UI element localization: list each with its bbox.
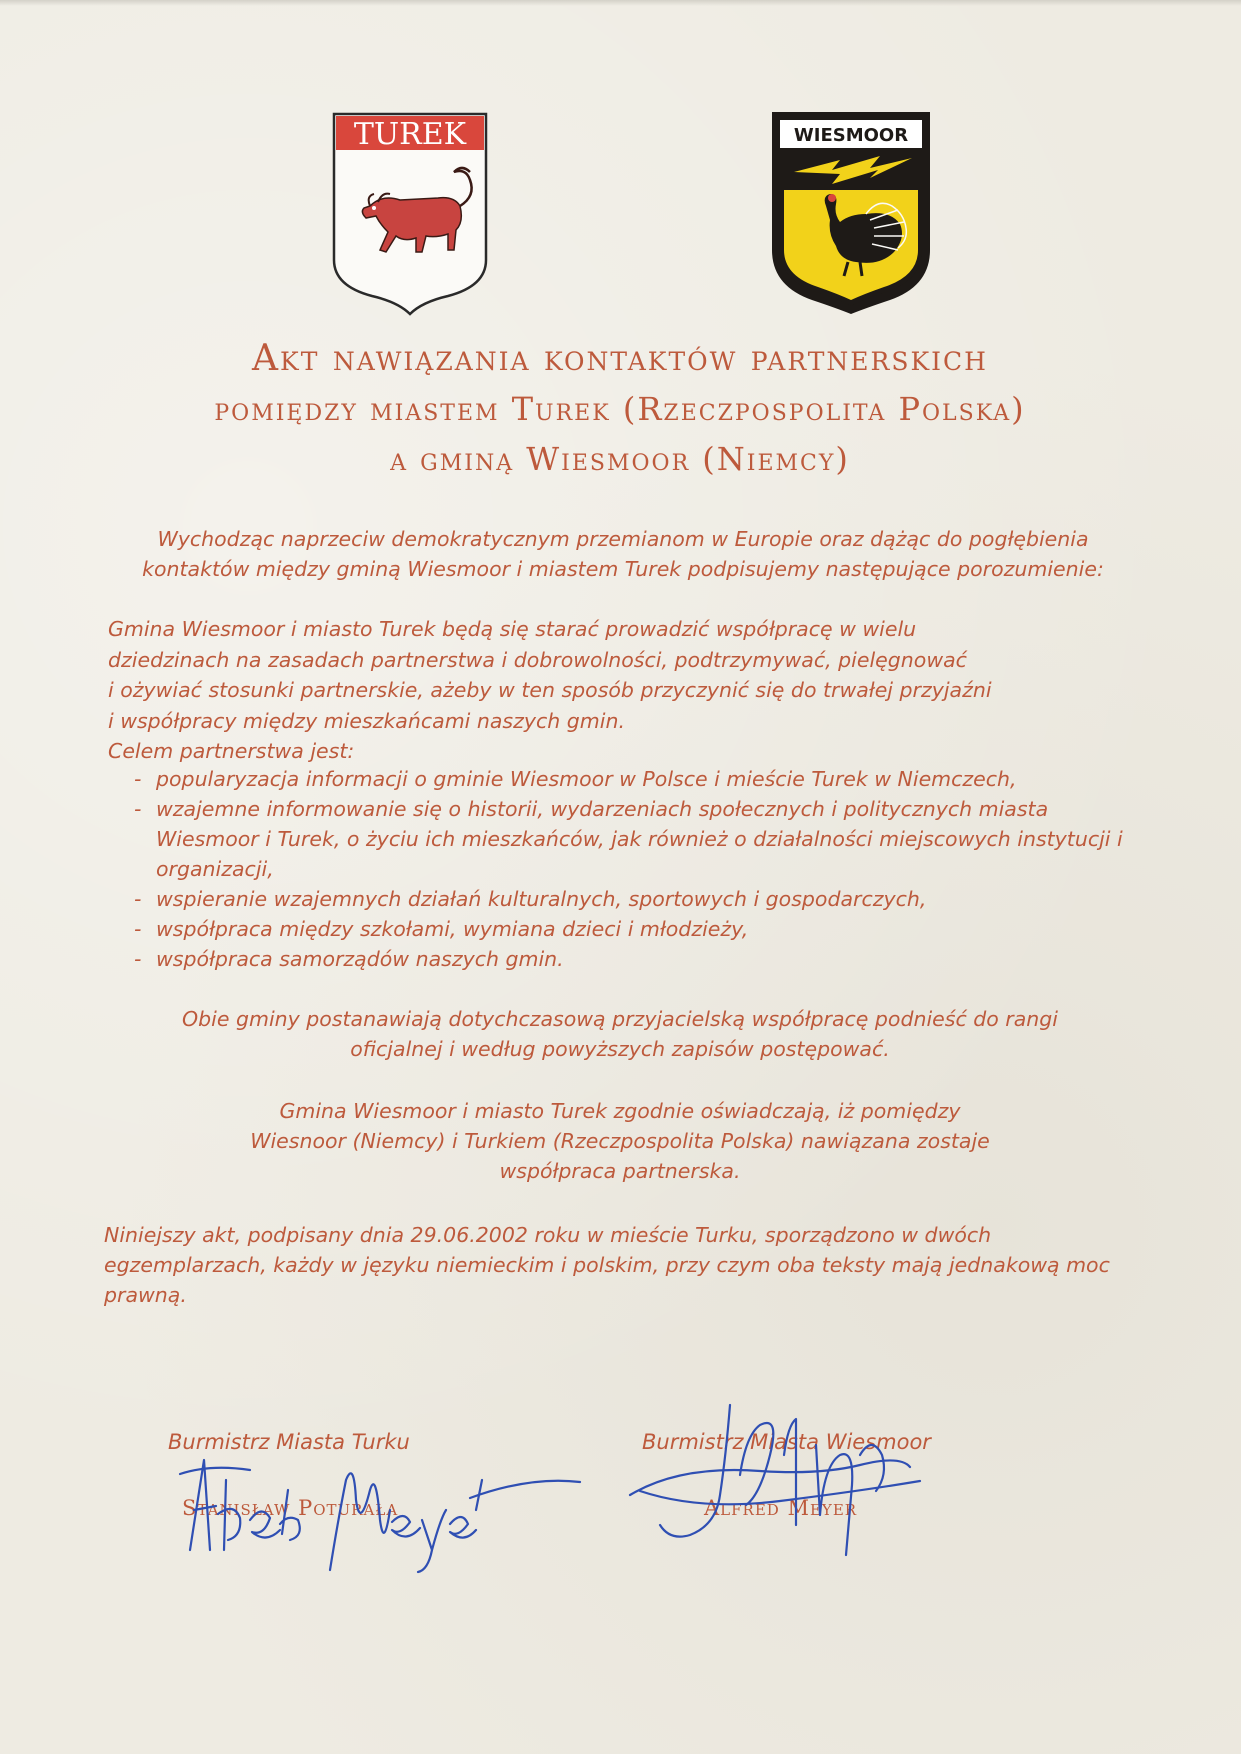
decision-paragraph [120,1004,1120,1064]
list-item-text: wzajemne informowanie się o historii, wydarzeniach społecznych i politycznych miasta Wiesmoor i Turek, o życiu ich mieszkańców, jak również o działalności miejscowych instytucji i organizacji, [156,797,1123,881]
paragraph-line: współpraca partnerska. [499,1159,741,1183]
bullet-dash: - [134,767,142,791]
right-signatory-name: Alfred Meyer [704,1496,858,1520]
right-signatory-title: Burmistrz Miasta Wiesmoor [642,1430,931,1454]
list-item [134,914,1154,944]
list-item [134,764,1154,794]
list-item [134,794,1154,884]
list-item-text: współpraca samorządów naszych gmin. [156,947,564,971]
wiesmoor-crest-label: WIESMOOR [793,125,909,146]
declaration-paragraph [160,1096,1080,1186]
paragraph-line: Obie gminy postanawiają dotychczasową przyjacielską współpracę podnieść do rangi [181,1007,1058,1031]
paragraph-line: oficjalnej i według powyższych zapisów postępować. [350,1037,890,1061]
paragraph-line: dziedzinach na zasadach partnerstwa i dobrowolności, podtrzymywać, pielęgnować [108,647,967,672]
turek-crest-label: TUREK [353,117,467,152]
bullet-dash: - [134,887,142,911]
list-item-text: wspieranie wzajemnych działań kulturalnych, sportowych i gospodarczych, [156,887,927,911]
intro-paragraph [118,524,1128,584]
paragraph-line: prawną. [104,1283,187,1307]
paragraph-line: Gmina Wiesmoor i miasto Turek będą się starać prowadzić współpracę w wielu [108,617,917,641]
bullet-dash: - [134,797,142,821]
paragraph-line: Gmina Wiesmoor i miasto Turek zgodnie oświadczają, iż pomiędzy [279,1099,961,1123]
paragraph-line: Wiesnoor (Niemcy) i Turkiem (Rzeczpospolita Polska) nawiązana zostaje [250,1129,990,1153]
cooperation-paragraph [108,614,1154,736]
paragraph-line: i ożywiać stosunki partnerskie, ażeby w ten sposób przyczynić się do trwałej przyjaźni [108,678,992,702]
paragraph-line: Niniejszy akt, podpisany dnia 29.06.2002 roku w mieście Turku, sporządzono w dwóch [104,1223,992,1247]
purpose-list [134,764,1154,974]
purpose-label: Celem partnerstwa jest: [108,739,355,763]
left-signatory-name: Stanisław Poturała [182,1496,399,1520]
list-item [134,944,1154,974]
paragraph-line: i współpracy między mieszkańcami naszych gmin. [108,708,625,733]
right-handwritten-signature [620,1395,960,1575]
left-handwritten-signature [170,1440,590,1580]
intro-line: Wychodząc naprzeciw demokratycznym przemianom w Europie oraz dążąc do pogłębienia [157,527,1089,551]
title-line-3: a gminą Wiesmoor (Niemcy) [390,440,850,478]
title-line-1: Akt nawiązania kontaktów partnerskich [252,338,988,379]
title-line-2: pomiędzy miastem Turek (Rzeczpospolita Polska) [214,390,1026,428]
bullet-dash: - [134,947,142,971]
bullet-dash: - [134,917,142,941]
list-item-text: współpraca między szkołami, wymiana dzieci i młodzieży, [156,917,749,941]
turek-coat-of-arms [330,110,490,316]
left-signatory-title: Burmistrz Miasta Turku [168,1430,410,1454]
paragraph-line: egzemplarzach, każdy w języku niemieckim i polskim, przy czym oba teksty mają jednakową moc [104,1253,1110,1277]
wiesmoor-coat-of-arms [770,110,932,316]
list-item [134,884,1154,914]
intro-line: kontaktów między gminą Wiesmoor i miastem Turek podpisujemy następujące porozumienie: [142,557,1104,581]
closing-paragraph [104,1220,1156,1310]
list-item-text: popularyzacja informacji o gminie Wiesmoor w Polsce i mieście Turek w Niemczech, [156,767,1017,791]
